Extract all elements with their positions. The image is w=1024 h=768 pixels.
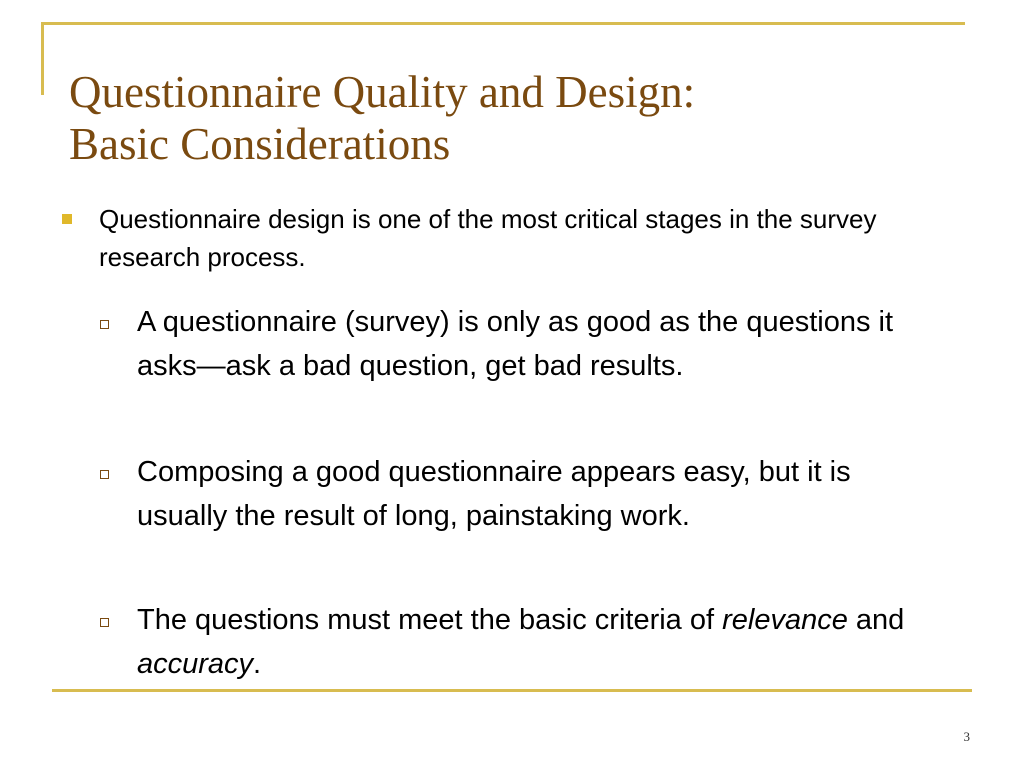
slide-title-line-1: Questionnaire Quality and Design:: [69, 67, 696, 117]
bullet-main-text: Questionnaire design is one of the most critical stages in the survey research process.: [99, 204, 877, 272]
term-accuracy: accuracy: [137, 648, 254, 680]
filled-square-bullet-icon: [62, 214, 72, 224]
sub-bullet-3-text: [137, 598, 927, 686]
hollow-square-bullet-icon: [100, 470, 109, 479]
sub-bullet-1-text: A questionnaire (survey) is only as good as the questions it asks—ask a bad question, get bad results.: [137, 306, 894, 382]
sub-bullet-2-text: Composing a good questionnaire appears easy, but it is usually the result of long, painstaking work.: [137, 456, 851, 532]
page-number: 3: [963, 729, 970, 744]
sub-bullet-3-joiner: and: [855, 604, 905, 636]
slide-title-line-2: Basic Considerations: [69, 119, 451, 169]
bottom-rule: [52, 689, 972, 692]
term-relevance: relevance: [722, 604, 848, 636]
sub-bullet-3-prefix: The questions must meet the basic criteria of: [137, 604, 715, 636]
hollow-square-bullet-icon: [100, 320, 109, 329]
hollow-square-bullet-icon: [100, 618, 109, 627]
sub-bullet-3-suffix: .: [253, 648, 262, 680]
